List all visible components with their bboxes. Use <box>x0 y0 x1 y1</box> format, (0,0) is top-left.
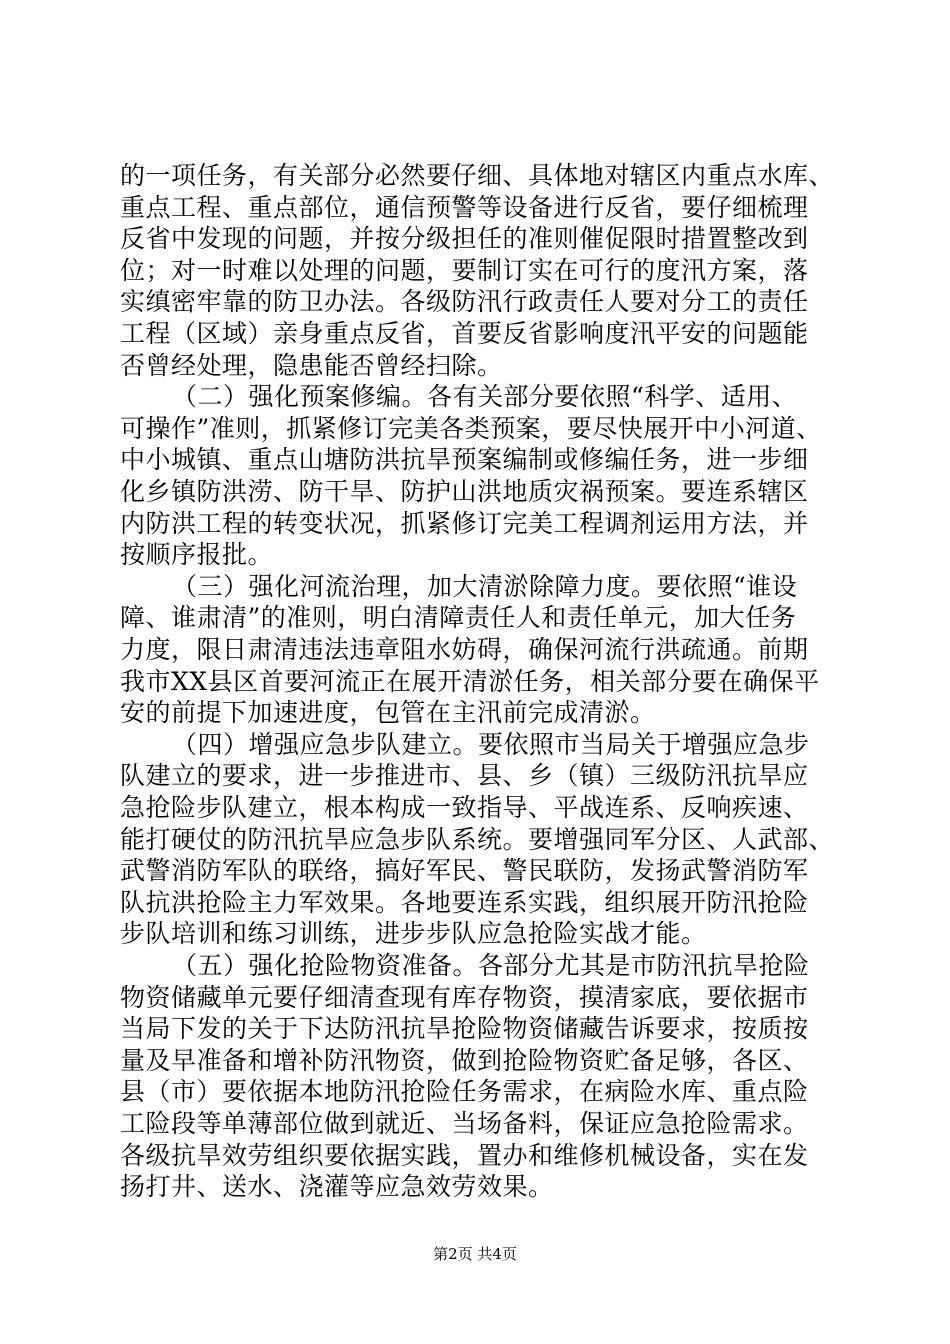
body-line: 各级抗旱效劳组织要依据实践，置办和维修机械设备，实在发 <box>120 1140 809 1170</box>
paragraph-start-line: （五）强化抢险物资准备。各部分尤其是市防汛抗旱抢险 <box>172 951 810 980</box>
body-line: 队抗洪抢险主力军效果。各地要连系实践，组织展开防汛抢险 <box>120 887 809 917</box>
body-line: 重点工程、重点部位，通信预警等设备进行反省，要仔细梳理 <box>120 192 809 222</box>
body-line: 步队培训和练习训练，进步步队应急抢险实战才能。 <box>120 919 707 949</box>
body-line: 县（市）要依据本地防汛抢险任务需求，在病险水库、重点险 <box>120 1077 809 1107</box>
body-line: 可操作”准则，抓紧修订完美各类预案，要尽快展开中小河道、 <box>120 413 822 443</box>
body-line: 当局下发的关于下达防汛抗旱抢险物资储藏告诉要求，按质按 <box>120 1014 809 1044</box>
body-line: 内防洪工程的转变状况，抓紧修订完美工程调剂运用方法，并 <box>120 508 809 538</box>
body-line: 障、谁肃清”的准则，明白清障责任人和责任单元，加大任务 <box>120 603 797 633</box>
body-line: 按顺序报批。 <box>120 540 274 570</box>
paragraph-start-line: （二）强化预案修编。各有关部分要依照“科学、适用、 <box>172 382 798 412</box>
body-line: 反省中发现的问题，并按分级担任的准则催促限时措置整改到 <box>120 224 809 254</box>
body-line: 化乡镇防洪涝、防干旱、防护山洪地质灾祸预案。要连系辖区 <box>120 477 809 506</box>
body-line: 工险段等单薄部位做到就近、当场备料，保证应急抢险需求。 <box>120 1109 809 1138</box>
body-line: 中小城镇、重点山塘防洪抗旱预案编制或修编任务，进一步细 <box>120 445 809 475</box>
body-line: 我市XX县区首要河流正在展开清淤任务，相关部分要在确保平 <box>120 666 820 696</box>
body-line: 工程（区域）亲身重点反省，首要反省影响度汛平安的问题能 <box>120 319 809 348</box>
body-line: 队建立的要求，进一步推进市、县、乡（镇）三级防汛抗旱应 <box>120 761 809 791</box>
body-line: 否曾经处理，隐患能否曾经扫除。 <box>120 350 503 380</box>
paragraph-start-line: （四）增强应急步队建立。要依照市当局关于增强应急步 <box>172 729 810 759</box>
body-line: 实缜密牢靠的防卫办法。各级防汛行政责任人要对分工的责任 <box>120 287 809 317</box>
body-line: 扬打井、送水、浇灌等应急效劳效果。 <box>120 1172 554 1202</box>
body-line: 力度，限日肃清违法违章阻水妨碍，确保河流行洪疏通。前期 <box>120 635 809 664</box>
body-line: 量及早准备和增补防汛物资，做到抢险物资贮备足够，各区、 <box>120 1045 809 1075</box>
body-line: 安的前提下加速进度，包管在主汛前完成清淤。 <box>120 698 656 728</box>
page-number-footer: 第2页 共4页 <box>433 1245 517 1263</box>
body-line: 的一项任务，有关部分必然要仔细、具体地对辖区内重点水库、 <box>120 161 835 190</box>
body-line: 位；对一时难以处理的问题，要制订实在可行的度汛方案，落 <box>120 255 809 285</box>
body-line: 能打硬仗的防汛抗旱应急步队系统。要增强同军分区、人武部、 <box>120 824 835 854</box>
paragraph-start-line: （三）强化河流治理，加大清淤除障力度。要依照“谁设 <box>172 571 798 601</box>
body-line: 急抢险步队建立，根本构成一致指导、平战连系、反响疾速、 <box>120 793 809 822</box>
body-line: 武警消防军队的联络，搞好军民、警民联防，发扬武警消防军 <box>120 856 809 886</box>
body-line: 物资储藏单元要仔细清查现有库存物资，摸清家底，要依据市 <box>120 982 809 1012</box>
